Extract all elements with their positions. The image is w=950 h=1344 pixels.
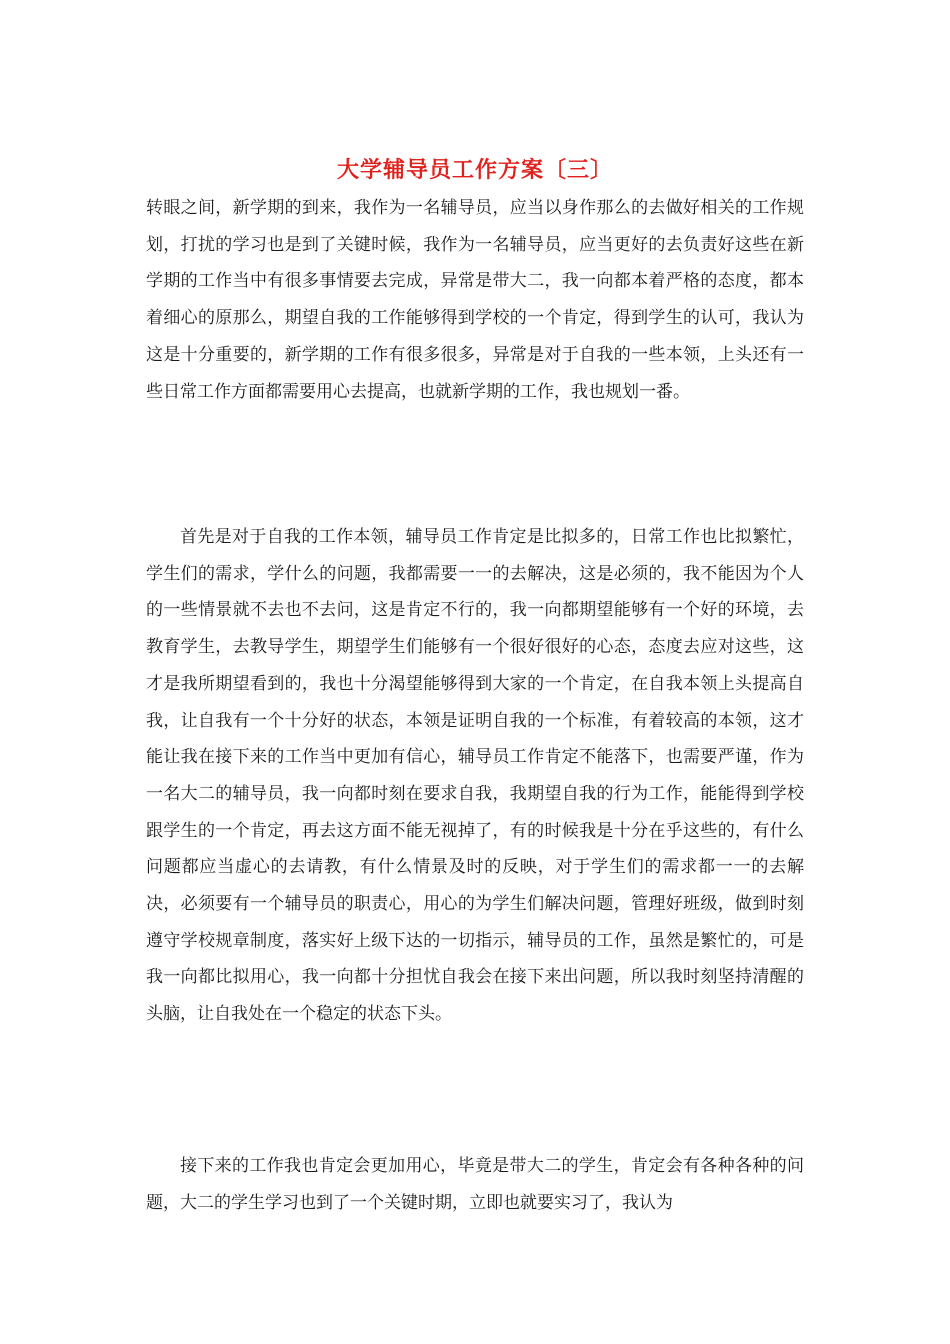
paragraph-1: 转眼之间，新学期的到来，我作为一名辅导员，应当以身作那么的去做好相关的工作规划，打扰的学习也是到了关键时候，我作为一名辅导员，应当更好的去负责好这些在新学期的工作当中有很多事情要去完成，异常是带大二，我一向都本着严格的态度，都本着细心的原那么，期望自我的工作能够得到学校的一个肯定，得到学生的认可，我认为这是十分重要的，新学期的工作有很多很多，异常是对于自我的一些本领，上头还有一些日常工作方面都需要用心去提高，也就新学期的工作，我也规划一番。 bbox=[146, 198, 804, 402]
paragraph-3: 接下来的工作我也肯定会更加用心，毕竟是带大二的学生，肯定会有各种各种的问题，大二的学生学习也到了一个关键时期，立即也就要实习了，我认为 bbox=[146, 1156, 804, 1213]
document-title: 大学辅导员工作方案〔三〕 bbox=[336, 157, 613, 183]
paragraph-2: 首先是对于自我的工作本领，辅导员工作肯定是比拟多的，日常工作也比拟繁忙，学生们的需求，学什么的问题，我都需要一一的去解决，这是必须的，我不能因为个人的一些情景就不去也不去问，这是肯定不行的，我一向都期望能够有一个好的环境，去教育学生，去教导学生，期望学生们能够有一个很好很好的心态，态度去应对这些，这才是我所期望看到的，我也十分渴望能够得到大家的一个肯定，在自我本领上头提高自我，让自我有一个十分好的状态，本领是证明自我的一个标准，有着较高的本领，这才能让我在接下来的工作当中更加有信心，辅导员工作肯定不能落下，也需要严谨，作为一名大二的辅导员，我一向都时刻在要求自我，我期望自我的行为工作，能能得到学校跟学生的一个肯定，再去这方面不能无视掉了，有的时候我是十分在乎这些的，有什么问题都应当虚心的去请教，有什么情景及时的反映，对于学生们的需求都一一的去解决，必须要有一个辅导员的职责心，用心的为学生们解决问题，管理好班级，做到时刻遵守学校规章制度，落实好上级下达的一切指示，辅导员的工作，虽然是繁忙的，可是我一向都比拟用心，我一向都十分担忧自我会在接下来出问题，所以我时刻坚持清醒的头脑，让自我处在一个稳定的状态下头。 bbox=[146, 527, 804, 1025]
